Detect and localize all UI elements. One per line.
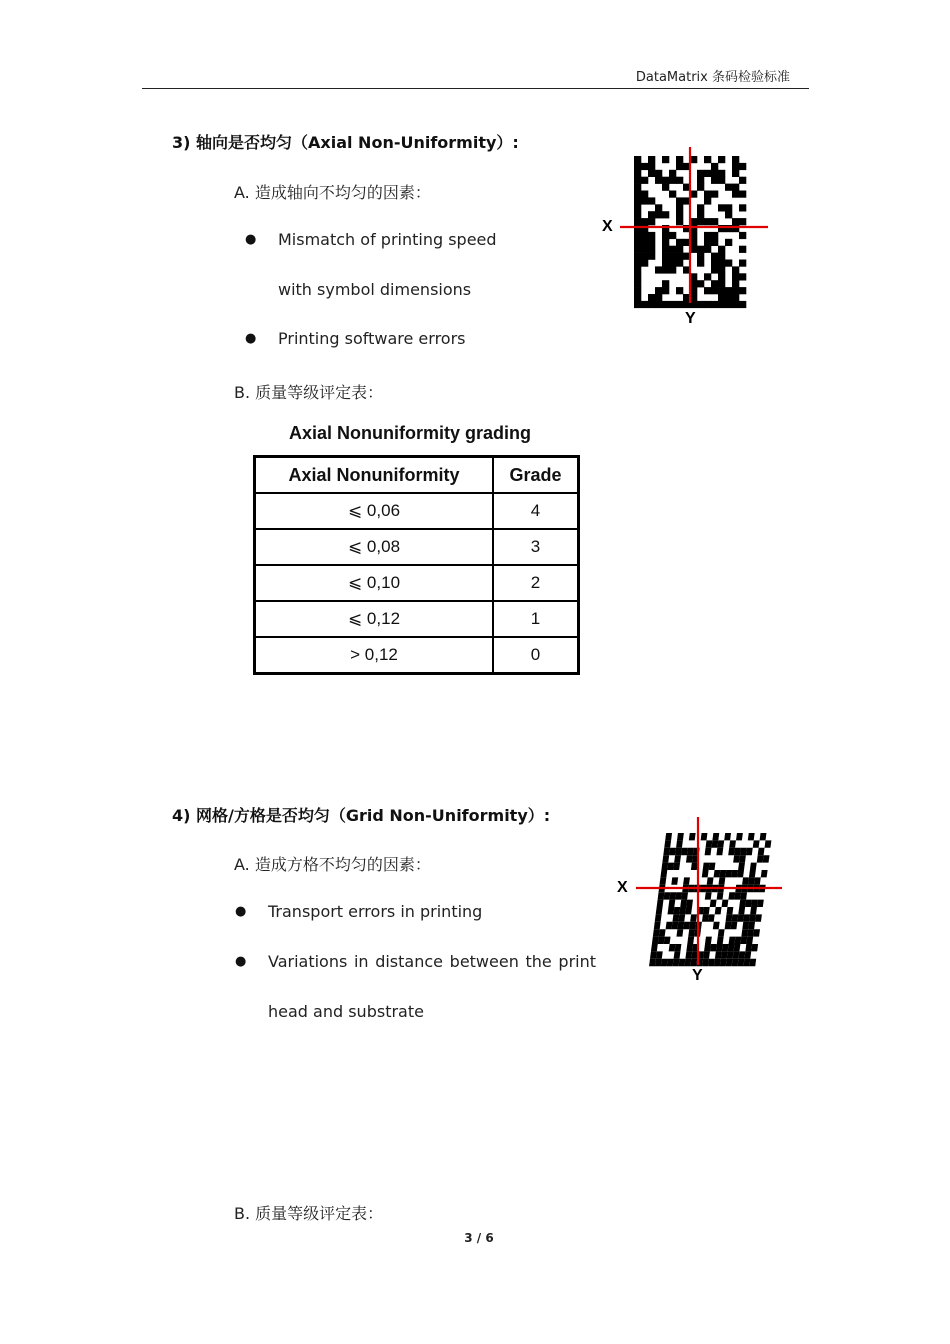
table-row <box>255 565 579 601</box>
table-cell: 4 <box>493 493 579 529</box>
section-4-bullet-2-cont: head and substrate <box>268 1002 424 1021</box>
section-3-bullet-1-cont: with symbol dimensions <box>278 280 472 299</box>
table-cell: ⩽ 0,06 <box>255 493 494 529</box>
section-4-item-a: A. 造成方格不均匀的因素： <box>234 855 431 874</box>
section-3-bullet-2: Printing software errors <box>278 329 466 348</box>
y-axis-label: Y <box>685 310 696 327</box>
section-3-item-a: A. 造成轴向不均匀的因素： <box>234 183 431 202</box>
section-3-bullet-1: Mismatch of printing speed <box>278 230 497 249</box>
section-3-title: 3) 轴向是否均匀（Axial Non-Uniformity）: <box>172 133 519 152</box>
table-cell: 1 <box>493 601 579 637</box>
document-header: DataMatrix 条码检验标准 <box>635 70 790 85</box>
table-cell: > 0,12 <box>255 637 494 674</box>
header-rule <box>142 88 809 89</box>
page-number: 3 / 6 <box>464 1231 494 1245</box>
section-4-item-b: B. 质量等级评定表： <box>234 1204 384 1223</box>
axial-nonuniformity-figure <box>600 145 775 330</box>
bullet-dot: ● <box>245 232 257 247</box>
axial-grading-table <box>253 455 580 675</box>
table-row <box>255 493 579 529</box>
table-row <box>255 601 579 637</box>
table-header-cell: Axial Nonuniformity <box>255 457 494 494</box>
table-row <box>255 529 579 565</box>
y-axis-label: Y <box>692 967 703 984</box>
bullet-dot: ● <box>245 331 257 346</box>
table-cell: ⩽ 0,08 <box>255 529 494 565</box>
table-cell: 3 <box>493 529 579 565</box>
table-cell: ⩽ 0,12 <box>255 601 494 637</box>
table-cell: 0 <box>493 637 579 674</box>
x-axis-label: X <box>602 218 613 235</box>
table-header-row <box>255 457 579 494</box>
table-header-cell: Grade <box>493 457 579 494</box>
table-caption: Axial Nonuniformity grading <box>289 423 532 443</box>
grid-nonuniformity-figure <box>612 815 787 990</box>
section-3-item-b: B. 质量等级评定表： <box>234 383 384 402</box>
x-axis-label: X <box>617 879 628 896</box>
skewed-datamatrix-symbol-image <box>649 833 771 966</box>
table-cell: 2 <box>493 565 579 601</box>
section-4-title: 4) 网格/方格是否均匀（Grid Non-Uniformity）: <box>172 806 551 825</box>
bullet-dot: ● <box>235 904 247 919</box>
section-4-bullet-1: Transport errors in printing <box>268 902 483 921</box>
table-row <box>255 637 579 674</box>
section-4-bullet-2: Variations in distance between the print <box>268 952 596 971</box>
bullet-dot: ● <box>235 954 247 969</box>
table-cell: ⩽ 0,10 <box>255 565 494 601</box>
